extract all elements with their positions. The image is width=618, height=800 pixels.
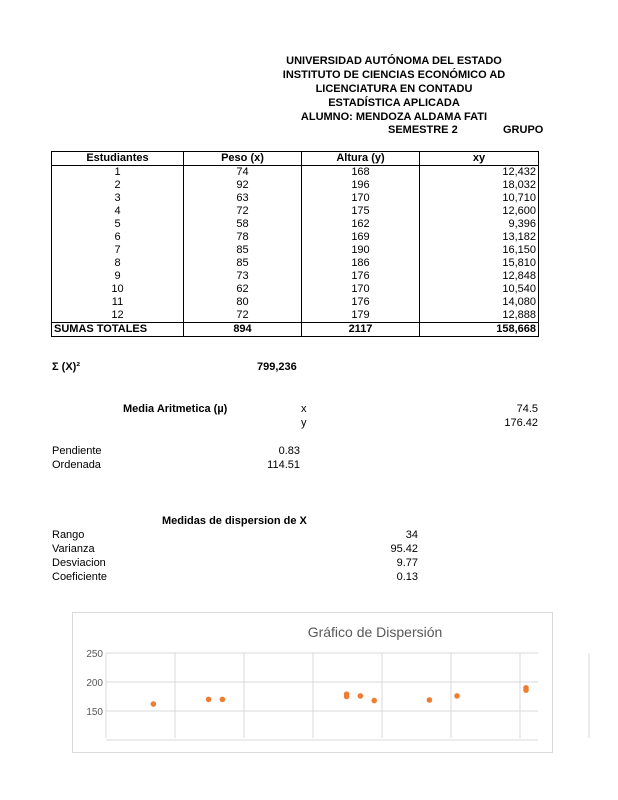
table-row [52, 205, 539, 218]
row-peso: 72 [184, 205, 302, 218]
scatter-chart [72, 612, 538, 738]
table-row [52, 257, 539, 270]
header-semester: SEMESTRE 2 [388, 124, 458, 136]
row-peso: 78 [184, 231, 302, 244]
total-altura: 2117 [302, 323, 420, 337]
row-peso: 62 [184, 283, 302, 296]
row-estudiante: 2 [52, 179, 184, 192]
row-estudiante: 10 [52, 283, 184, 296]
row-estudiante: 3 [52, 192, 184, 205]
chart-y-ticks [86, 649, 103, 718]
media-label: Media Aritmetica (µ) [123, 403, 228, 415]
chart-title: Gráfico de Dispersión [307, 624, 443, 640]
rango-value: 34 [405, 529, 418, 541]
table-row [52, 270, 539, 283]
scatter-point [206, 697, 212, 703]
row-altura: 169 [302, 231, 420, 244]
row-altura: 190 [302, 244, 420, 257]
totals-row [52, 323, 539, 337]
sum-x-sq-text: (X)² [61, 361, 80, 373]
dispersion-title: Medidas de dispersion de X [162, 515, 307, 527]
total-peso: 894 [184, 323, 302, 337]
header-institute: INSTITUTO DE CIENCIAS ECONÓMICO AD [282, 69, 506, 81]
sigma-symbol: Σ [52, 361, 59, 373]
row-xy: 18,032 [420, 179, 539, 192]
row-estudiante: 1 [52, 166, 184, 180]
col-header-altura: Altura (y) [302, 152, 420, 166]
row-altura: 168 [302, 166, 420, 180]
row-peso: 74 [184, 166, 302, 180]
row-peso: 58 [184, 218, 302, 231]
y-tick-label: 150 [86, 707, 103, 718]
table-row [52, 166, 539, 180]
row-xy: 10,540 [420, 283, 539, 296]
scatter-point [427, 697, 433, 703]
sum-x-sq-label [52, 361, 80, 373]
scatter-point [220, 697, 226, 703]
varianza-value: 95.42 [390, 543, 418, 555]
totals-label: SUMAS TOTALES [52, 323, 184, 337]
row-estudiante: 12 [52, 309, 184, 323]
row-xy: 16,150 [420, 244, 539, 257]
row-peso: 85 [184, 257, 302, 270]
table-row [52, 179, 539, 192]
row-estudiante: 11 [52, 296, 184, 309]
col-header-xy: xy [420, 152, 539, 166]
row-xy: 10,710 [420, 192, 539, 205]
row-xy: 12,888 [420, 309, 539, 323]
row-xy: 13,182 [420, 231, 539, 244]
scatter-point [523, 687, 529, 693]
media-y-label: y [301, 417, 307, 429]
header-course: ESTADÍSTICA APLICADA [328, 97, 460, 109]
row-altura: 186 [302, 257, 420, 270]
header-degree: LICENCIATURA EN CONTADU [315, 83, 473, 95]
ordenada-value: 114.51 [267, 459, 300, 471]
scatter-point [371, 698, 377, 704]
row-estudiante: 5 [52, 218, 184, 231]
row-xy: 9,396 [420, 218, 539, 231]
y-tick-label: 200 [86, 678, 103, 689]
row-altura: 170 [302, 192, 420, 205]
y-tick-label: 250 [86, 649, 103, 660]
pendiente-label: Pendiente [52, 445, 102, 457]
row-altura: 176 [302, 296, 420, 309]
chart-svg [72, 612, 538, 738]
row-xy: 14,080 [420, 296, 539, 309]
media-x-value: 74.5 [516, 403, 538, 415]
total-xy: 158,668 [420, 323, 539, 337]
header-group: GRUPO [503, 124, 544, 136]
rango-label: Rango [52, 529, 85, 541]
data-table [51, 151, 539, 337]
row-peso: 92 [184, 179, 302, 192]
table-row [52, 192, 539, 205]
row-altura: 179 [302, 309, 420, 323]
sum-x-sq-value: 799,236 [257, 361, 297, 373]
table-row [52, 283, 539, 296]
row-altura: 170 [302, 283, 420, 296]
row-estudiante: 4 [52, 205, 184, 218]
media-x-label: x [301, 403, 307, 415]
row-peso: 63 [184, 192, 302, 205]
row-altura: 175 [302, 205, 420, 218]
media-y-value: 176.42 [504, 417, 538, 429]
col-header-peso: Peso (x) [184, 152, 302, 166]
scatter-point [454, 693, 460, 699]
row-peso: 80 [184, 296, 302, 309]
row-xy: 15,810 [420, 257, 539, 270]
row-altura: 162 [302, 218, 420, 231]
row-peso: 73 [184, 270, 302, 283]
table-row [52, 231, 539, 244]
row-altura: 176 [302, 270, 420, 283]
varianza-label: Varianza [52, 543, 95, 555]
coeficiente-label: Coeficiente [52, 571, 108, 583]
header-university: UNIVERSIDAD AUTÓNOMA DEL ESTADO [286, 55, 502, 67]
table-row [52, 218, 539, 231]
row-estudiante: 8 [52, 257, 184, 270]
row-estudiante: 9 [52, 270, 184, 283]
col-header-estudiantes: Estudiantes [52, 152, 184, 166]
row-peso: 85 [184, 244, 302, 257]
scatter-point [358, 693, 364, 699]
row-estudiante: 7 [52, 244, 184, 257]
pendiente-value: 0.83 [278, 445, 300, 457]
row-xy: 12,848 [420, 270, 539, 283]
row-xy: 12,432 [420, 166, 539, 180]
scatter-point [151, 701, 157, 707]
row-xy: 12,600 [420, 205, 539, 218]
ordenada-label: Ordenada [52, 459, 101, 471]
desviacion-label: Desviacion [52, 557, 106, 569]
coeficiente-value: 0.13 [396, 571, 418, 583]
table-row [52, 244, 539, 257]
table-header-row [52, 152, 539, 166]
desviacion-value: 9.77 [396, 557, 418, 569]
row-altura: 196 [302, 179, 420, 192]
table-row [52, 296, 539, 309]
scatter-point [344, 691, 350, 697]
row-estudiante: 6 [52, 231, 184, 244]
row-peso: 72 [184, 309, 302, 323]
header-student: ALUMNO: MENDOZA ALDAMA FATI [300, 111, 488, 123]
table-row [52, 309, 539, 323]
